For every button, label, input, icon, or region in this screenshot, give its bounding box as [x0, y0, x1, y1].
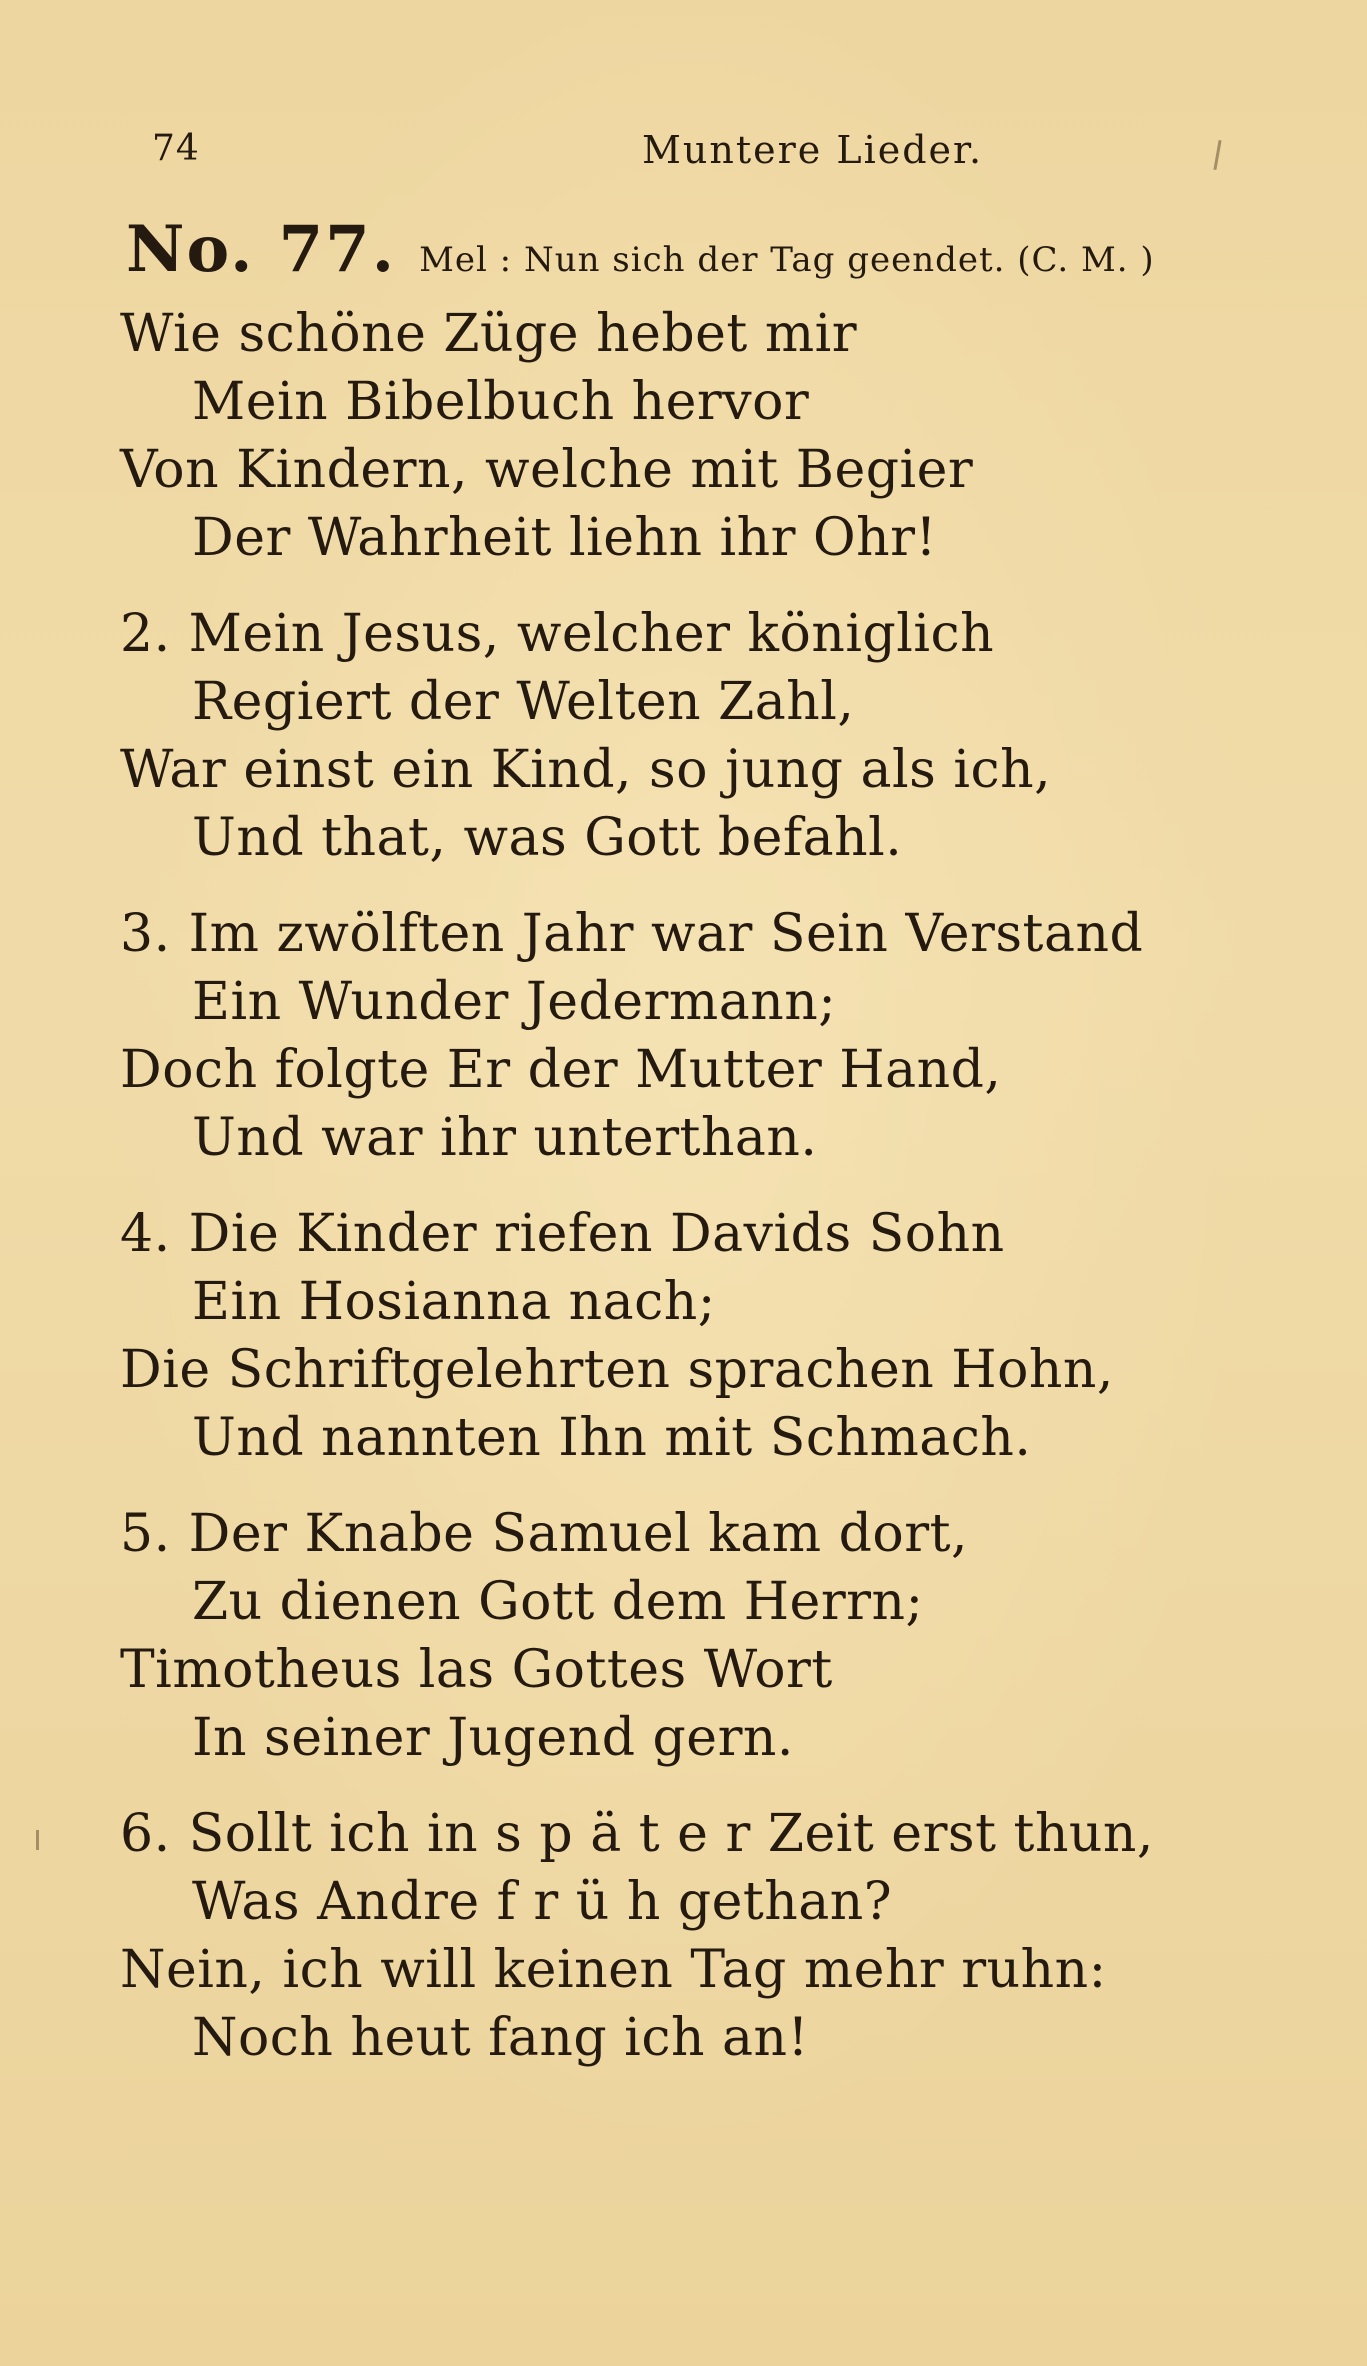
- verse-line: Wie schöne Züge hebet mir: [120, 304, 858, 364]
- verse-2: [120, 600, 1250, 872]
- verse-number: 2.: [120, 604, 171, 664]
- hymn-number: No. 77.: [126, 212, 396, 287]
- verse-line: Und that, was Gott befahl.: [192, 808, 903, 868]
- verse-6: [120, 1800, 1250, 2072]
- page-mark: [36, 1830, 39, 1850]
- verse-line: Regiert der Welten Zahl,: [192, 672, 855, 732]
- verse-line: Nein, ich will keinen Tag mehr ruhn:: [120, 1940, 1107, 2000]
- verse-line-first: [120, 1800, 1250, 1868]
- verse-line: Timotheus las Gottes Wort: [120, 1640, 833, 1700]
- verse-line: Der Wahrheit liehn ihr Ohr!: [192, 508, 937, 568]
- verse-line-text: Die Kinder riefen Davids Sohn: [188, 1204, 1005, 1264]
- page-mark: [1213, 140, 1221, 170]
- verse-line: In seiner Jugend gern.: [192, 1708, 794, 1768]
- verse-line: Doch folgte Er der Mutter Hand,: [120, 1040, 1002, 1100]
- verse-line: Mein Bibelbuch hervor: [192, 372, 810, 432]
- running-title: Muntere Lieder.: [642, 128, 984, 172]
- verse-line: Was Andre f r ü h gethan?: [192, 1872, 893, 1932]
- verse-line: War einst ein Kind, so jung als ich,: [120, 740, 1052, 800]
- verse-line: Noch heut fang ich an!: [192, 2008, 809, 2068]
- melody-reference: Mel : Nun sich der Tag geendet. (C. M. ): [419, 240, 1155, 280]
- verse-line-text: Sollt ich in s p ä t e r Zeit erst thun,: [188, 1804, 1154, 1864]
- verse-line-text: Im zwölften Jahr war Sein Verstand: [188, 904, 1144, 964]
- verse-line-first: [120, 900, 1250, 968]
- hymn-heading: [126, 212, 1246, 287]
- verse-3: [120, 900, 1250, 1172]
- verse-line: Die Schriftgelehrten sprachen Hohn,: [120, 1340, 1114, 1400]
- verse-5: [120, 1500, 1250, 1772]
- verse-line-text: Der Knabe Samuel kam dort,: [188, 1504, 968, 1564]
- verse-number: 5.: [120, 1504, 171, 1564]
- verse-line: Zu dienen Gott dem Herrn;: [192, 1572, 924, 1632]
- verse-number: 3.: [120, 904, 171, 964]
- page-number: 74: [152, 128, 200, 169]
- verse-line: Von Kindern, welche mit Begier: [120, 440, 974, 500]
- verse-number: 6.: [120, 1804, 171, 1864]
- verse-1: [120, 300, 1250, 572]
- verse-line-first: [120, 1200, 1250, 1268]
- verse-line: Ein Wunder Jedermann;: [192, 972, 837, 1032]
- verse-line-first: [120, 1500, 1250, 1568]
- verse-number: 4.: [120, 1204, 171, 1264]
- verse-line-first: [120, 600, 1250, 668]
- verse-4: [120, 1200, 1250, 1472]
- verse-line: Ein Hosianna nach;: [192, 1272, 716, 1332]
- verse-line: Und nannten Ihn mit Schmach.: [192, 1408, 1032, 1468]
- verse-line-text: Mein Jesus, welcher königlich: [188, 604, 995, 664]
- verse-line: Und war ihr unterthan.: [192, 1108, 818, 1168]
- hymn-text: [120, 300, 1250, 2100]
- page-header: [152, 128, 1212, 178]
